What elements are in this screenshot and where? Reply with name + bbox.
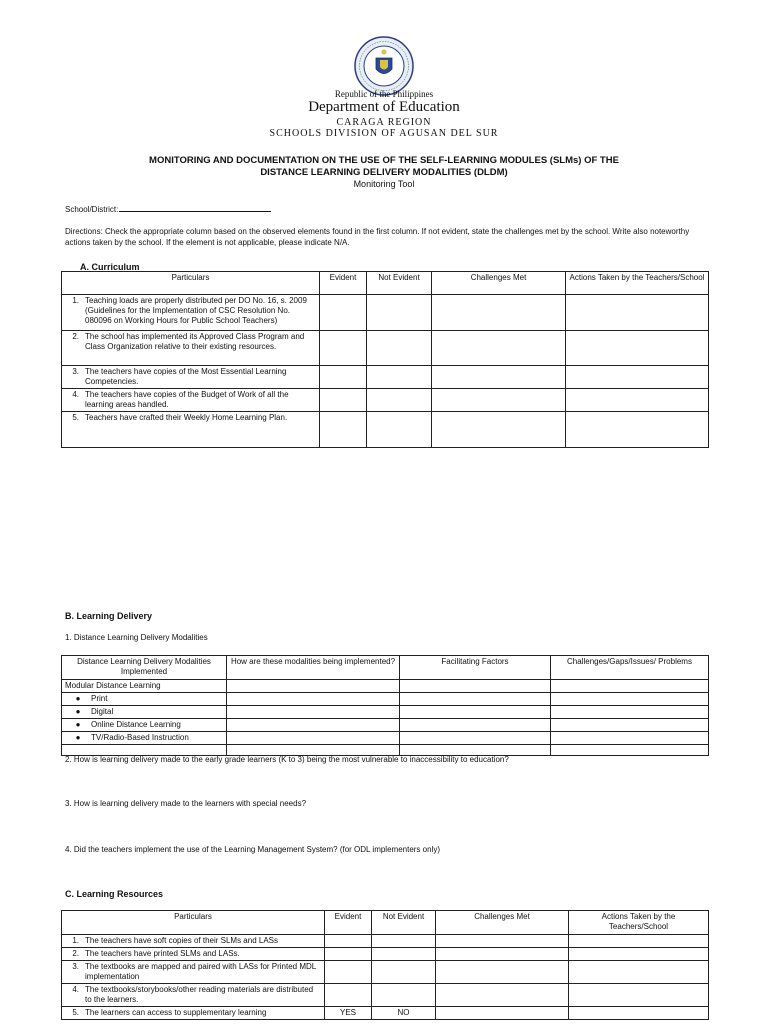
row-number: 2. (72, 949, 79, 958)
table-header: Evident (325, 911, 372, 935)
row-text: The teachers have printed SLMs and LASs. (85, 949, 240, 958)
modality-item: Digital (91, 707, 114, 716)
not-evident-cell (372, 935, 436, 948)
deped-seal-logo (354, 36, 414, 96)
table-row (62, 693, 709, 706)
table-row (62, 719, 709, 732)
school-district-label: School/District: (65, 205, 119, 214)
document-title-line-1: MONITORING AND DOCUMENTATION ON THE USE OF THE SELF-LEARNING MODULES (SLMs) OF THE (149, 155, 619, 166)
modality-item: Online Distance Learning (91, 720, 181, 729)
table-header: Not Evident (367, 272, 432, 295)
not-evident-cell (372, 961, 436, 984)
table-row (62, 389, 709, 412)
row-text: The teachers have copies of the Budget of Work of all the learning areas handled. (85, 390, 289, 409)
row-text: The learners can access to supplementary learning (85, 1008, 267, 1017)
row-text: The school has implemented its Approved Class Program and Class Organization relative to their existing resources. (85, 332, 305, 351)
document-subtitle: Monitoring Tool (353, 179, 415, 189)
table-row (62, 295, 709, 331)
table-row (62, 412, 709, 448)
question-2: 2. How is learning delivery made to the early grade learners (K to 3) being the most vulnerable to inaccessibility to education? (65, 755, 509, 764)
row-number: 5. (72, 1008, 79, 1017)
table-row (62, 706, 709, 719)
table-header: How are these modalities being implemented? (227, 656, 400, 680)
table-row (62, 366, 709, 389)
table-row (62, 1007, 709, 1020)
table-header: Challenges Met (436, 911, 569, 935)
evident-cell (325, 984, 372, 1007)
question-3: 3. How is learning delivery made to the learners with special needs? (65, 799, 307, 808)
evident-cell: YES (325, 1007, 372, 1020)
row-text: Teaching loads are properly distributed per DO No. 16, s. 2009 (Guidelines for the Implementation of CSC Resolution No. 080096 on Working Hours for Public School Teachers) (85, 296, 307, 325)
document-title-line-2: DISTANCE LEARNING DELIVERY MODALITIES (DLDM) (260, 167, 508, 178)
evident-cell (325, 948, 372, 961)
row-text: The textbooks/storybooks/other reading materials are distributed to the learners. (85, 985, 314, 1004)
table-row (62, 331, 709, 366)
row-number: 2. (72, 332, 79, 341)
table-row (62, 961, 709, 984)
table-header: Distance Learning Delivery Modalities Implemented (62, 656, 227, 680)
division-name: SCHOOLS DIVISION OF AGUSAN DEL SUR (269, 128, 499, 139)
modality-item: Print (91, 694, 108, 703)
school-district-field (65, 203, 271, 215)
learning-resources-table (61, 910, 709, 1020)
directions-text: Directions: Check the appropriate column based on the observed elements found in the first column. If not evident, state the challenges met by the school. Write also noteworthy actions taken by the school. If the element is not applicable, please indicate N/A. (65, 227, 690, 247)
row-number: 3. (72, 367, 79, 376)
table-header: Evident (320, 272, 367, 295)
region-name: CARAGA REGION (336, 117, 432, 128)
bullet-icon: ● (75, 720, 81, 729)
question-4: 4. Did the teachers implement the use of the Learning Management System? (for ODL implementers only) (65, 845, 440, 854)
row-number: 4. (72, 390, 79, 399)
department-name: Department of Education (308, 99, 460, 115)
modalities-table (61, 655, 709, 756)
republic-label: Republic of the Philippines (334, 89, 434, 99)
not-evident-cell (372, 984, 436, 1007)
table-row (62, 680, 709, 693)
table-row (62, 948, 709, 961)
table-header: Particulars (62, 911, 325, 935)
school-district-blank (119, 203, 271, 212)
table-header: Particulars (62, 272, 320, 295)
row-text: The textbooks are mapped and paired with LASs for Printed MDL implementation (85, 962, 316, 981)
section-b-subheading: 1. Distance Learning Delivery Modalities (65, 633, 208, 642)
not-evident-cell: NO (372, 1007, 436, 1020)
table-header: Not Evident (372, 911, 436, 935)
table-header: Actions Taken by the Teachers/School (569, 911, 709, 935)
row-text: Teachers have crafted their Weekly Home Learning Plan. (85, 413, 288, 422)
row-text: The teachers have copies of the Most Essential Learning Competencies. (85, 367, 287, 386)
table-row (62, 984, 709, 1007)
modality-group-label: Modular Distance Learning (62, 680, 227, 693)
row-number: 3. (72, 962, 79, 971)
section-b-heading: B. Learning Delivery (65, 611, 153, 621)
section-a-heading: A. Curriculum (80, 262, 140, 272)
modality-item: TV/Radio-Based Instruction (91, 733, 189, 742)
bullet-icon: ● (75, 733, 81, 742)
row-number: 1. (72, 936, 79, 945)
section-c-heading: C. Learning Resources (65, 889, 164, 899)
table-header: Challenges Met (432, 272, 566, 295)
evident-cell (325, 935, 372, 948)
evident-cell (325, 961, 372, 984)
row-number: 1. (72, 296, 79, 305)
row-number: 5. (72, 413, 79, 422)
table-row (62, 732, 709, 745)
row-number: 4. (72, 985, 79, 994)
table-row (62, 745, 709, 756)
row-text: The teachers have soft copies of their SLMs and LASs (85, 936, 278, 945)
table-header: Challenges/Gaps/Issues/ Problems (551, 656, 709, 680)
bullet-icon: ● (75, 707, 81, 716)
table-header: Facilitating Factors (400, 656, 551, 680)
curriculum-table (61, 271, 709, 448)
bullet-icon: ● (75, 694, 81, 703)
not-evident-cell (372, 948, 436, 961)
table-header: Actions Taken by the Teachers/School (566, 272, 709, 295)
table-row (62, 935, 709, 948)
